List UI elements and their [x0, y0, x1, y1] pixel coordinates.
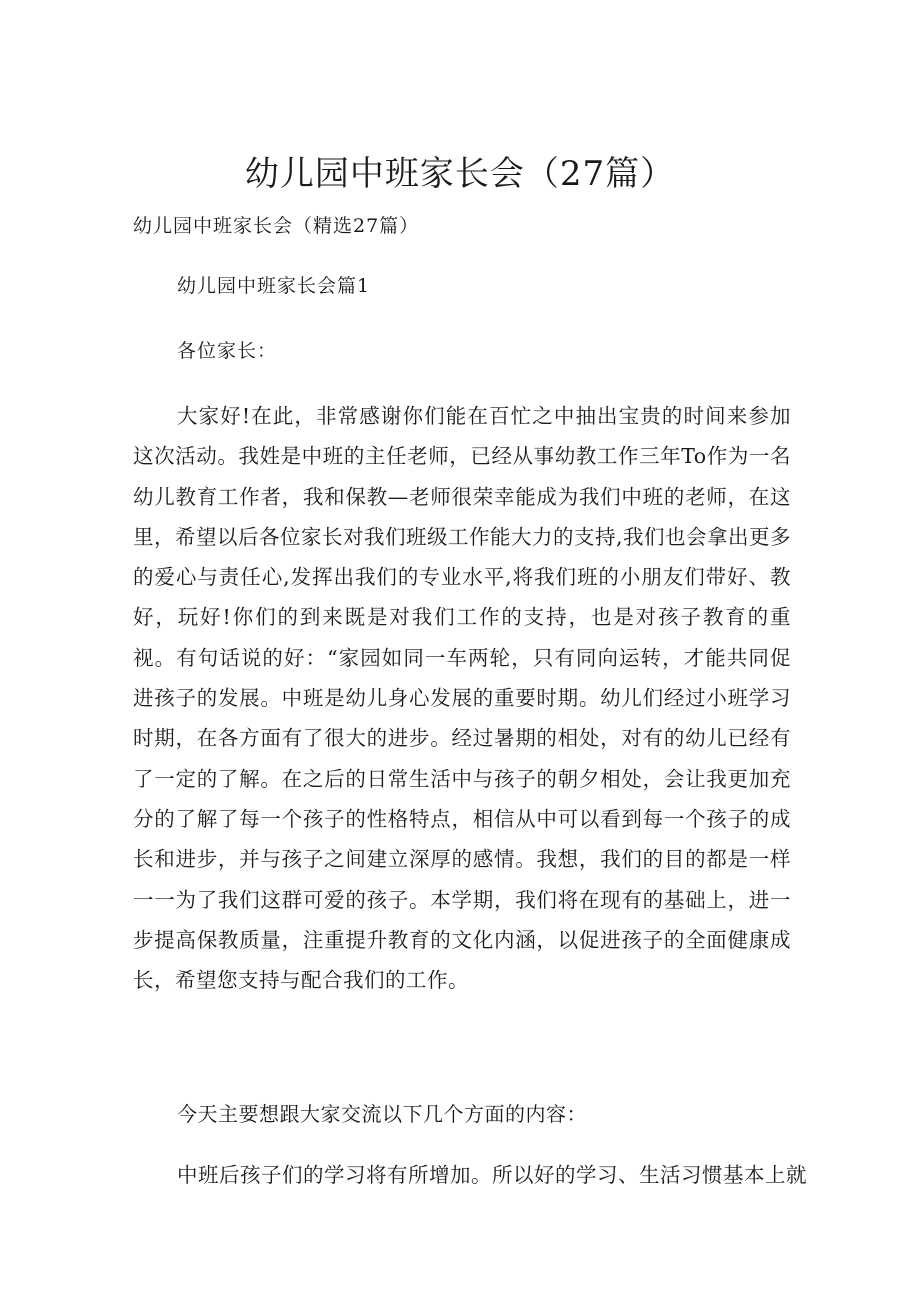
- last-line: 中班后孩子们的学习将有所增加。所以好的学习、生活习惯基本上就: [177, 1163, 807, 1187]
- section-heading: 幼儿园中班家长会篇1: [177, 275, 371, 297]
- salutation: 各位家长：: [177, 340, 278, 362]
- document-title: 幼儿园中班家长会（27篇）: [244, 154, 676, 194]
- document-subtitle: 幼儿园中班家长会（精选27篇）: [133, 215, 420, 237]
- intro-line: 今天主要想跟大家交流以下几个方面的内容：: [177, 1102, 587, 1126]
- body-paragraph: 大家好!在此，非常感谢你们能在百忙之中抽出宝贵的时间来参加这次活动。我姓是中班的主任老师，已经从事幼教工作三年To作为一名幼儿教育工作者，我和保教—老师很荣幸能成为我们中班的老师，在这里，希望以后各位家长对我们班级工作能大力的支持,我们也会拿出更多的爱心与责任心,发挥出我们的专业水平,将我们班的小朋友们带好、教好，玩好!你们的到来既是对我们工作的支持，也是对孩子教育的重视。有句话说的好：“家园如同一车两轮，只有同向运转，才能共同促进孩子的发展。中班是幼儿身心发展的重要时期。幼儿们经过小班学习时期，在各方面有了很大的进步。经过暑期的相处，对有的幼儿已经有了一定的了解。在之后的日常生活中与孩子的朝夕相处，会让我更加充分的了解了每一个孩子的性格特点，相信从中可以看到每一个孩子的成长和进步，并与孩子之间建立深厚的感情。我想，我们的目的都是一样一一为了我们这群可爱的孩子。本学期，我们将在现有的基础上，进一步提高保教质量，注重提升教育的文化内涵，以促进孩子的全面健康成长，希望您支持与配合我们的工作。: [133, 404, 792, 993]
